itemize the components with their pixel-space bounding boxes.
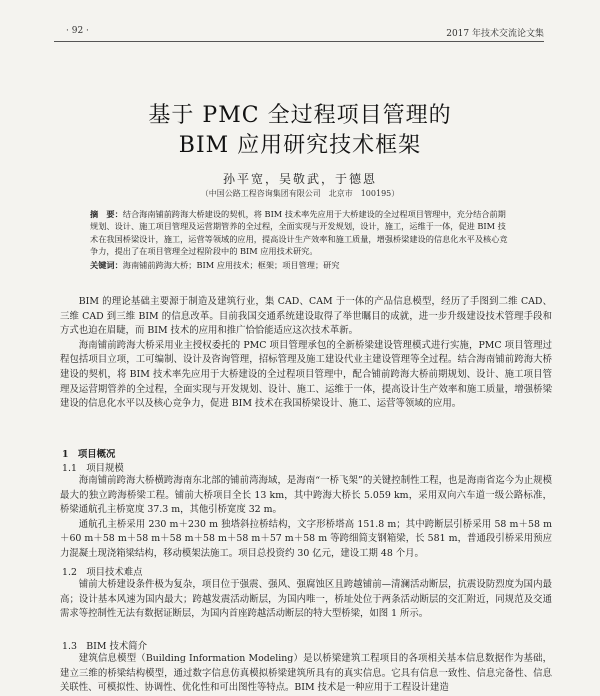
section-heading: 1 项目概况 (62, 449, 116, 460)
page-number: · 92 · (66, 26, 89, 36)
abstract (90, 208, 510, 271)
abstract-text: 结合海南铺前跨海大桥建设的契机，将 BIM 技术率先应用于大桥建设的全过程项目管理中，充分结合前期规划、设计、施工项目管理及运营期管养的全过程，全面实现与开发规划，设计，施工，运维于一体，促进 BIM 技术在我国桥梁设计，施工，运营等领域的应用，提高设计生产效率和施工质量，增强桥梁建设的信息化水平及核心竞争力，提出了在项目管理全过程阶段中的 BIM 应用技术研究。 (90, 209, 508, 256)
section-1-1-body (60, 474, 552, 562)
header-rule (54, 41, 544, 42)
abstract-label: 摘 要： (90, 209, 123, 219)
title-line-1: 基于 PMC 全过程项目管理的 (148, 103, 452, 128)
journal-name: 2017 年技术交流论文集 (446, 29, 544, 39)
body-paragraph: 通航孔主桥采用 230 m＋230 m 独塔斜拉桥结构，文字形桥塔高 151.8 m；其中跨断层引桥采用 58 m＋58 m＋60 m＋58 m＋58 m＋58 m＋58 m＋58 m＋57 m＋58 m 等跨细简支钢箱梁，长 581 m，普通段引桥采用预应力混凝土现浇箱梁结构，移动模架法施工。项目总投资约 30 亿元，建设工期 48 个月。 (60, 518, 552, 559)
authors: 孙平宽，吴敬武，于德恩 (222, 172, 377, 186)
subsection-heading: 1.2 项目技术难点 (62, 567, 143, 578)
keywords-text: 海南铺前跨海大桥；BIM 应用技术；框架；项目管理；研究 (122, 260, 340, 271)
section-1-3-body (60, 652, 552, 696)
running-header (54, 26, 544, 40)
affiliation: （中国公路工程咨询集团有限公司 北京市 100195） (200, 189, 400, 198)
body-paragraph: 建筑信息模型（Building Information Modeling）是以桥梁建筑工程项目的各项相关基本信息数据作为基础，建立三维的桥梁结构模型，通过数字信息仿真模拟桥梁建筑所具有的真实信息。它具有信息一致性、信息完备性、信息关联性、可模拟性、协调性、优化性和可出图性等特点。BIM 技术是一种应用于工程设计建造 (60, 653, 552, 694)
section-1-2-body (60, 578, 552, 622)
keywords-label: 关键词： (90, 260, 123, 271)
introduction (60, 295, 552, 412)
body-paragraph: 铺前大桥建设条件极为复杂，项目位于强震、强风、强腐蚀区且跨越铺前—清澜活动断层，抗震设防烈度为国内最高；设计基本风速为国内最大；跨越发震活动断层，为国内唯一，桥址处位于两条活动断层的交汇附近，同规范及交通需求等控制性无法有数据证断层，为国内首座跨越活动断层的特大型桥梁，如图 1 所示。 (60, 579, 552, 620)
intro-paragraph: 海南铺前跨海大桥采用业主授权委托的 PMC 项目管理承包的全新桥梁建设管理模式进行实施，PMC 项目管理过程包括项目立项，工可编制、设计及咨询管理，招标管理及施工建设代业主建设管理等全过程。结合海南铺前跨海大桥建设的契机，将 BIM 技术率先应用于大桥建设的全过程项目管理中，配合铺前跨海大桥前期规划、设计、施工项目管理及运营期管养的全过程，全面实现与开发规划、设计、施工、运维于一体，提高设计生产效率和施工质量，增强桥梁建设的信息化水平以及核心竞争力，促进 BIM 技术在我国桥梁设计、施工、运营等领域的应用。 (60, 339, 552, 410)
body-paragraph: 海南铺前跨海大桥横跨海南东北部的铺前湾海域，是海南“一桥飞架”的关键控制性工程，也是海南省迄今为止规模最大的独立跨海桥梁工程。铺前大桥项目全长 13 km，其中跨海大桥长 5.059 km，采用双向六车道一级公路标准，桥梁通航孔主桥宽度 37.3 m，其他引桥宽度 32 m。 (60, 475, 552, 516)
intro-paragraph: BIM 的理论基础主要源于制造及建筑行业，集 CAD、CAM 于一体的产品信息模型，经历了手图到二维 CAD、三维 CAD 到三维 BIM 的信息改革。目前我国交通系统建设取得了举世瞩目的成就，进一步升级建设技术管理手段和方式也迫在眉睫，而 BIM 技术的应用和推广恰恰能适应这次技术革新。 (60, 296, 552, 337)
title-line-2: BIM 应用研究技术框架 (178, 133, 422, 158)
subsection-heading: 1.1 项目规模 (62, 463, 124, 474)
subsection-heading: 1.3 BIM 技术简介 (62, 641, 147, 652)
